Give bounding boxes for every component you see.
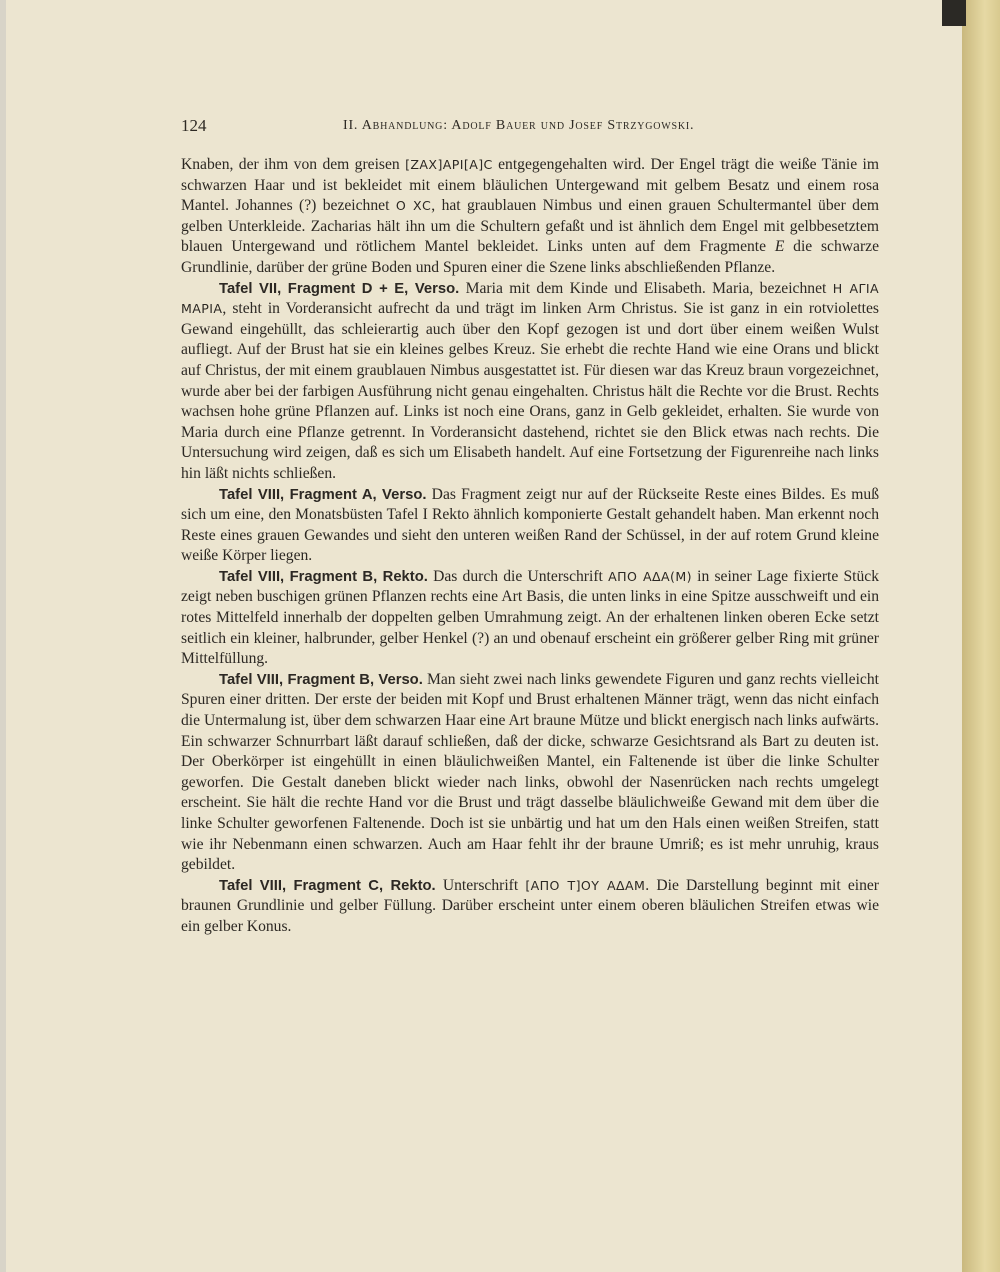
page-header (181, 116, 881, 140)
section-heading: Tafel VIII, Fragment B, Verso. (219, 671, 423, 688)
paragraph-1: Knaben, der ihm von dem greisen [ZΑΧ]ΑΡΙ[Α]C entgegengehalten wird. Der Engel trägt die weiße Tänie im schwarzen Haar und ist bekleidet mit einem bläulichen Untergewand mit gelbem Besatz und einem rosa Mantel. Johannes (?) bezeichnet Ο ΧC, hat graublauen Nimbus und einen grauen Schultermantel über dem gelben Unterkleide. Zacharias hält ihn um die Schultern gefaßt und ist ähnlich dem Engel mit gelbbesetztem blauen Untergewand und rötlichem Mantel bekleidet. Links unten auf dem Fragmente E die schwarze Grundlinie, darüber der grüne Boden und Spuren einer die Szene links abschließenden Pflanze. (181, 156, 880, 276)
section-heading: Tafel VII, Fragment D + E, Verso. (219, 280, 460, 297)
greek-inscription: ΑΠΟ ΑΔΑ(Μ) (608, 568, 692, 584)
paragraph-4: Tafel VIII, Fragment B, Rekto. Das durch die Unterschrift ΑΠΟ ΑΔΑ(Μ) in seiner Lage fixierte Stück zeigt neben buschigen grünen Pflanzen rechts eine Art Basis, die unten links in eine Spitze ausschweift und ein rotes Mittelfeld innerhalb der doppelten gelben Umrahmung zeigt. An der erhaltenen linken oberen Ecke setzt seitlich ein kleiner, halbrunder, gelber Henkel (?) an und obenauf erscheint ein größerer gelber Ring mit grüner Mittelfüllung. (181, 567, 880, 668)
section-heading: Tafel VIII, Fragment A, Verso. (219, 486, 427, 503)
greek-inscription: Ο ΧC (395, 198, 432, 214)
paragraph-5: Tafel VIII, Fragment B, Verso. Man sieht zwei nach links gewendete Figuren und ganz rechts vielleicht Spuren einer dritten. Der erste der beiden mit Kopf und Brust erhaltenen Männer trägt, wenn das nicht einfach die Untermalung ist, über dem schwarzen Haar eine Art braune Mütze und blickt energisch nach links aufwärts. Ein schwarzer Schnurrbart läßt darauf schließen, daß der dicke, schwarze Gesichtsrand als Bart zu deuten ist. Der Oberkörper ist eingehüllt in einen bläulichweißen Mantel, ein Faltenende ist über die linke Schulter geworfen. Die Gestalt daneben blickt wieder nach links, obwohl der Nasenrücken nach rechts umgelegt erscheint. Sie hält die rechte Hand vor die Brust und trägt dasselbe bläulichweiße Gewand mit dem über die linke Schulter geworfenen Faltenende. Doch ist sie unbärtig und hat um den Hals einen weißen Streifen, statt wie ihr Nebenmann einen schwarzen. Auch am Haar fehlt ihr der braune Umriß; es ist mehr unruhig, kraus gebildet. (181, 670, 879, 874)
section-heading: Tafel VIII, Fragment C, Rekto. (219, 877, 436, 894)
greek-inscription: Η ΑΓΙΑ ΜΑΡΙΑ (181, 280, 880, 317)
body-text (181, 155, 879, 938)
greek-inscription: [ΑΠΟ Τ]ΟΥ ΑΔΑΜ (525, 877, 646, 893)
paragraph-6: Tafel VIII, Fragment C, Rekto. Unterschrift [ΑΠΟ Τ]ΟΥ ΑΔΑΜ. Die Darstellung beginnt mit einer braunen Grundlinie und gelber Füllung. Darüber erscheint unter einem oberen bläulichen Streifen etwas wie ein gelber Konus. (181, 876, 879, 935)
paragraph-3: Tafel VIII, Fragment A, Verso. Das Fragment zeigt nur auf der Rückseite Reste eines Bildes. Es muß sich um eine, den Monatsbüsten Tafel I Rekto ähnlich komponierte Gestalt gehandelt haben. Man erkennt noch Reste eines grauen Gewandes und sieht den unteren weißen Rand der Schüssel, in der auf rotem Grund kleine weiße Körper liegen. (181, 485, 880, 565)
scan-corner-mark (942, 0, 966, 26)
running-title: II. Abhandlung: Adolf Bauer und Josef Strzygowski. (343, 118, 695, 133)
fragment-letter: E (774, 238, 785, 256)
page-edge (962, 0, 1000, 1272)
section-heading: Tafel VIII, Fragment B, Rekto. (219, 568, 428, 585)
paragraph-2: Tafel VII, Fragment D + E, Verso. Maria mit dem Kinde und Elisabeth. Maria, bezeichnet Η ΑΓΙΑ ΜΑΡΙΑ, steht in Vorderansicht aufrecht da und trägt im linken Arm Christus. Sie ist ganz in ein rotviolettes Gewand eingehüllt, das schleierartig auch über den Kopf gezogen ist und dort über einem weißen Wulst aufliegt. Auf der Brust hat sie ein kleines gelbes Kreuz. Sie erhebt die rechte Hand wie eine Orans und blickt auf Christus, der mit einem graublauen Nimbus ausgestattet ist. Für diesen war das Kreuz braun vorgezeichnet, wurde aber bei der farbigen Ausführung nicht genau eingehalten. Christus hält die Rechte vor die Brust. Rechts wachsen hohe grüne Pflanzen auf. Links ist noch eine Orans, ganz in Gelb gekleidet, erhalten. Sie wurde von Maria durch eine Pflanze getrennt. In Vorderansicht dastehend, richtet sie den Blick etwas nach rechts. Die Untersuchung wird zeigen, daß es sich um Elisabeth handelt. Auf eine Fortsetzung der Figurenreihe nach links hin läßt nichts schließen. (181, 279, 880, 482)
page-number: 124 (181, 116, 207, 135)
greek-inscription: [ZΑΧ]ΑΡΙ[Α]C (405, 157, 493, 172)
